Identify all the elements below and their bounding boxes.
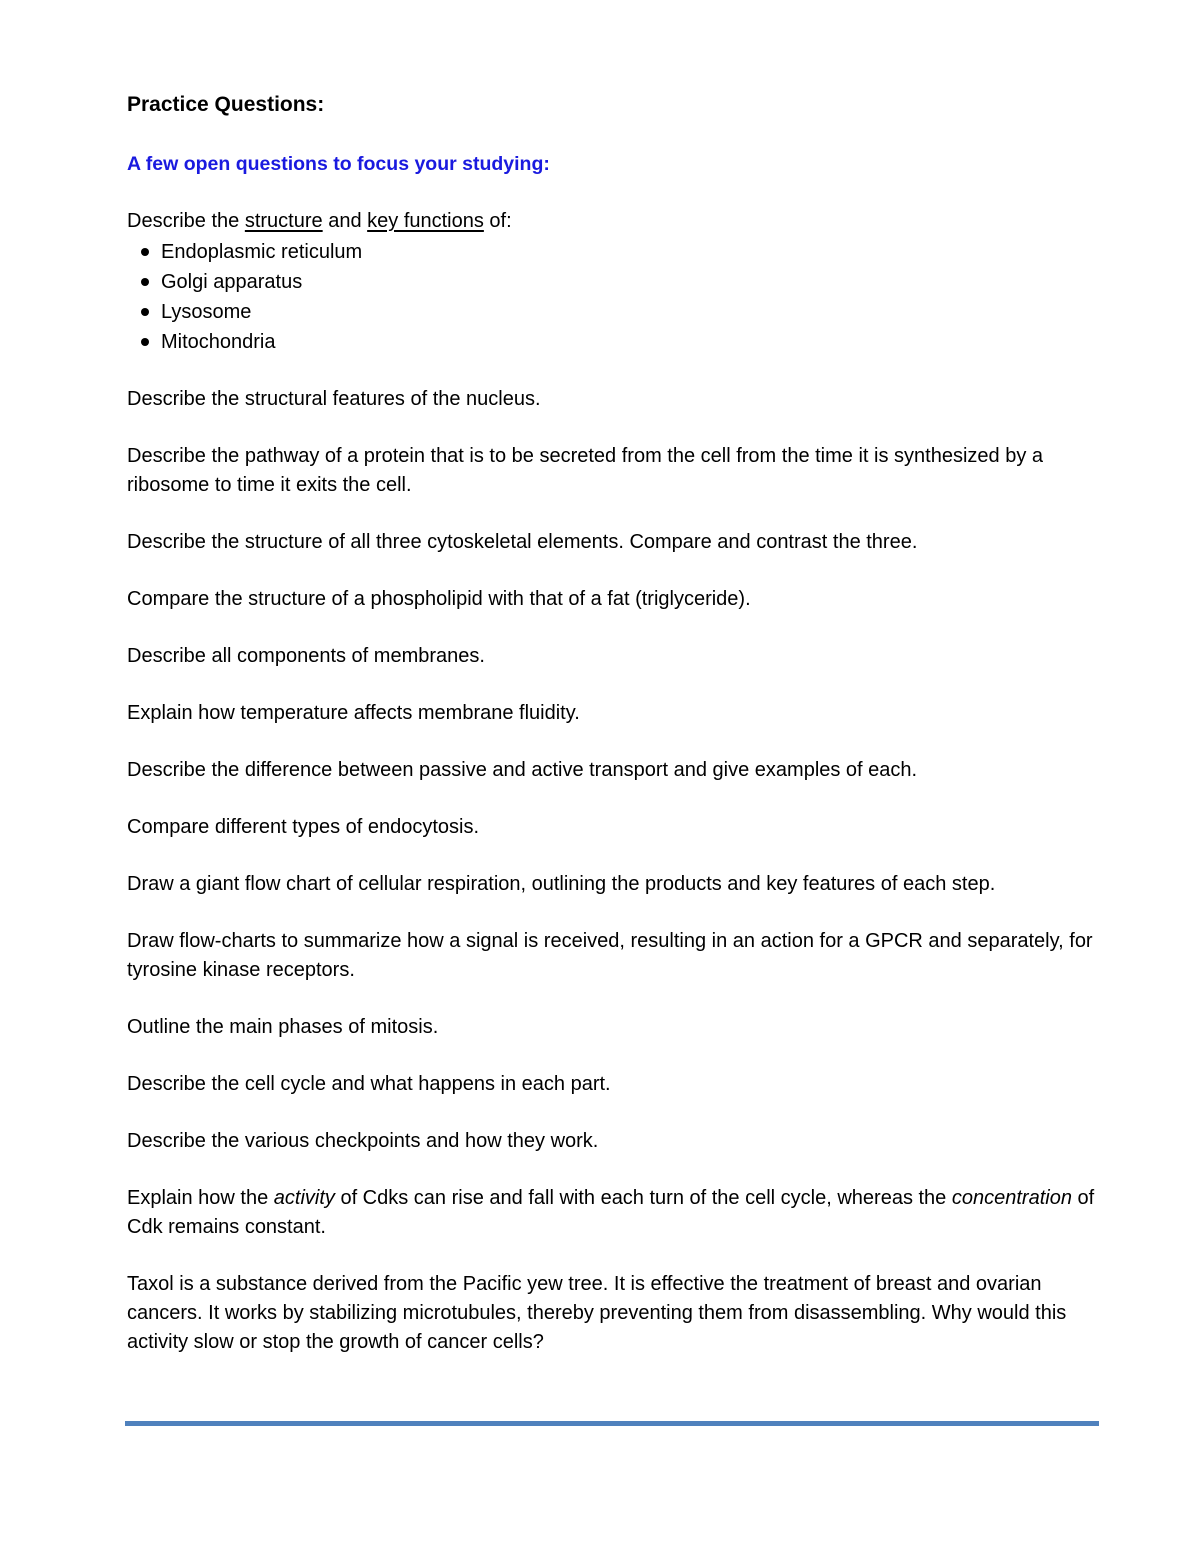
- question-checkpoints: Describe the various checkpoints and how they work.: [127, 1130, 599, 1152]
- question-signaling: Draw flow-charts to summarize how a signal is received, resulting in an action for a GPCR and separately, for tyrosine kinase receptors.: [127, 930, 1093, 981]
- list-item: [161, 297, 1117, 327]
- question-mitosis: Outline the main phases of mitosis.: [127, 1016, 439, 1038]
- question-cytoskeleton: Describe the structure of all three cytoskeletal elements. Compare and contrast the three.: [127, 531, 918, 553]
- question-membrane-fluidity: Explain how temperature affects membrane fluidity.: [127, 702, 580, 724]
- list-item: [161, 267, 1117, 297]
- intro-text: Describe the: [127, 210, 245, 232]
- question-nucleus: Describe the structural features of the nucleus.: [127, 388, 541, 410]
- question-cdk: [127, 1184, 1117, 1242]
- question-phospholipid: Compare the structure of a phospholipid with that of a fat (triglyceride).: [127, 588, 751, 610]
- organelle-list: [127, 237, 1117, 357]
- list-item-label: Mitochondria: [161, 331, 276, 353]
- document-page: [127, 90, 1117, 1357]
- emphasis-activity: activity: [273, 1187, 335, 1209]
- question-respiration: Draw a giant flow chart of cellular respiration, outlining the products and key features of each step.: [127, 873, 996, 895]
- question-taxol: Taxol is a substance derived from the Pacific yew tree. It is effective the treatment of breast and ovarian cancers. It works by stabilizing microtubules, thereby preventing them from disassembling. Why would this activity slow or stop the growth of cancer cells?: [127, 1273, 1067, 1353]
- intro-text: and: [322, 210, 368, 232]
- question-text: of Cdks can rise and fall with each turn of the cell cycle, whereas the: [334, 1187, 952, 1209]
- question-cell-cycle: Describe the cell cycle and what happens in each part.: [127, 1073, 611, 1095]
- question-protein-pathway: Describe the pathway of a protein that is to be secreted from the cell from the time it is synthesized by a ribosome to time it exits the cell.: [127, 445, 1043, 496]
- bullet-icon: [141, 338, 149, 346]
- list-item: [161, 237, 1117, 267]
- intro-question: [127, 207, 1117, 236]
- question-membrane-components: Describe all components of membranes.: [127, 645, 485, 667]
- emphasis-concentration: concentration: [951, 1187, 1072, 1209]
- underlined-structure: structure: [244, 210, 323, 232]
- question-endocytosis: Compare different types of endocytosis.: [127, 816, 480, 838]
- subheading: A few open questions to focus your studying:: [127, 153, 550, 175]
- list-item-label: Lysosome: [161, 301, 252, 323]
- list-item: [161, 327, 1117, 357]
- bullet-icon: [141, 248, 149, 256]
- list-item-label: Endoplasmic reticulum: [161, 241, 363, 263]
- intro-text: of:: [483, 210, 512, 232]
- bullet-icon: [141, 278, 149, 286]
- page-title: Practice Questions:: [127, 93, 325, 116]
- question-text: of Cdk remains constant.: [127, 1187, 1095, 1238]
- list-item-label: Golgi apparatus: [161, 271, 303, 293]
- bullet-icon: [141, 308, 149, 316]
- horizontal-rule: [125, 1421, 1099, 1426]
- question-text: Explain how the: [127, 1187, 274, 1209]
- question-transport: Describe the difference between passive and active transport and give examples of each.: [127, 759, 918, 781]
- underlined-key-functions: key functions: [367, 210, 484, 232]
